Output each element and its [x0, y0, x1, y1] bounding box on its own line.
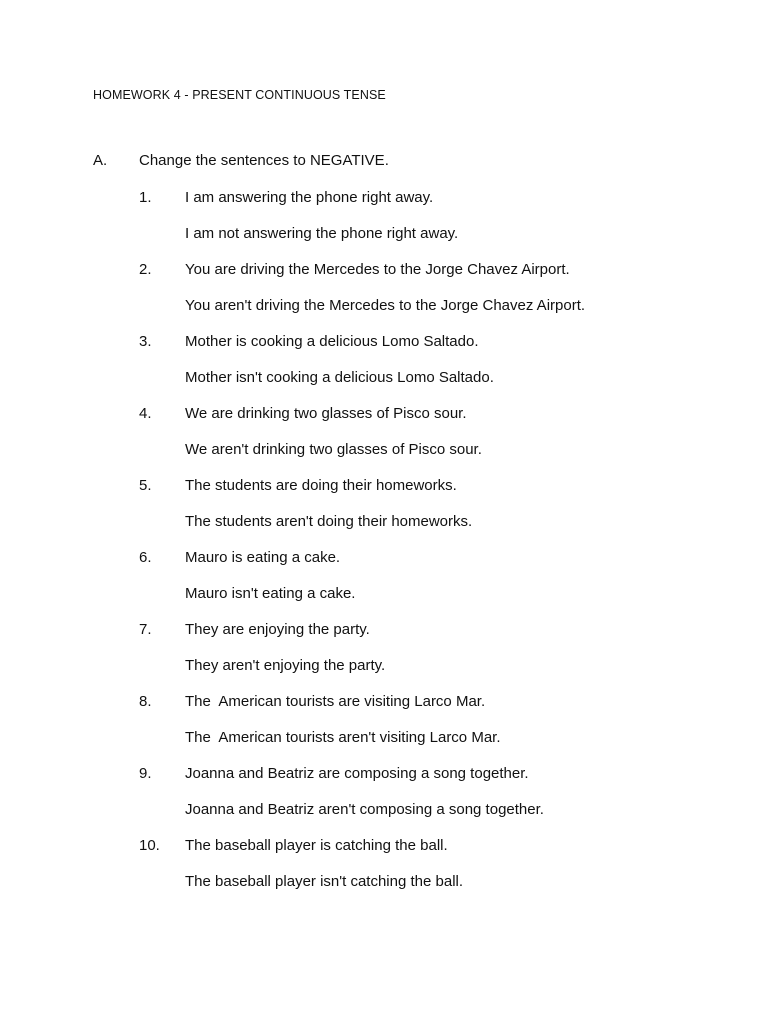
affirmative-sentence: Mother is cooking a delicious Lomo Saltado. — [185, 333, 479, 350]
negative-sentence: We aren't drinking two glasses of Pisco sour. — [185, 441, 482, 458]
negative-sentence: Mother isn't cooking a delicious Lomo Saltado. — [185, 369, 494, 386]
item-number: 5. — [139, 477, 152, 494]
item-number: 8. — [139, 693, 152, 710]
affirmative-sentence: We are drinking two glasses of Pisco sour. — [185, 405, 467, 422]
document-title: HOMEWORK 4 - PRESENT CONTINUOUS TENSE — [93, 88, 386, 102]
section-instruction: Change the sentences to NEGATIVE. — [139, 152, 389, 169]
item-number: 4. — [139, 405, 152, 422]
negative-sentence: The American tourists aren't visiting Larco Mar. — [185, 729, 501, 746]
negative-sentence: They aren't enjoying the party. — [185, 657, 386, 674]
affirmative-sentence: Joanna and Beatriz are composing a song together. — [185, 765, 529, 782]
negative-sentence: The baseball player isn't catching the ball. — [185, 873, 464, 890]
affirmative-sentence: Mauro is eating a cake. — [185, 549, 341, 566]
affirmative-sentence: You are driving the Mercedes to the Jorge Chavez Airport. — [185, 261, 570, 278]
negative-sentence: Mauro isn't eating a cake. — [185, 585, 356, 602]
item-number: 6. — [139, 549, 152, 566]
item-number: 3. — [139, 333, 152, 350]
negative-sentence: You aren't driving the Mercedes to the Jorge Chavez Airport. — [185, 297, 586, 314]
item-number: 2. — [139, 261, 152, 278]
affirmative-sentence: The students are doing their homeworks. — [185, 477, 457, 494]
item-number: 7. — [139, 621, 152, 638]
item-number: 9. — [139, 765, 152, 782]
affirmative-sentence: I am answering the phone right away. — [185, 189, 434, 206]
item-number: 1. — [139, 189, 152, 206]
affirmative-sentence: The baseball player is catching the ball. — [185, 837, 448, 854]
negative-sentence: Joanna and Beatriz aren't composing a song together. — [185, 801, 544, 818]
negative-sentence: The students aren't doing their homeworks. — [185, 513, 473, 530]
affirmative-sentence: The American tourists are visiting Larco Mar. — [185, 693, 486, 710]
section-letter: A. — [93, 152, 108, 169]
item-number: 10. — [139, 837, 160, 854]
negative-sentence: I am not answering the phone right away. — [185, 225, 459, 242]
affirmative-sentence: They are enjoying the party. — [185, 621, 370, 638]
